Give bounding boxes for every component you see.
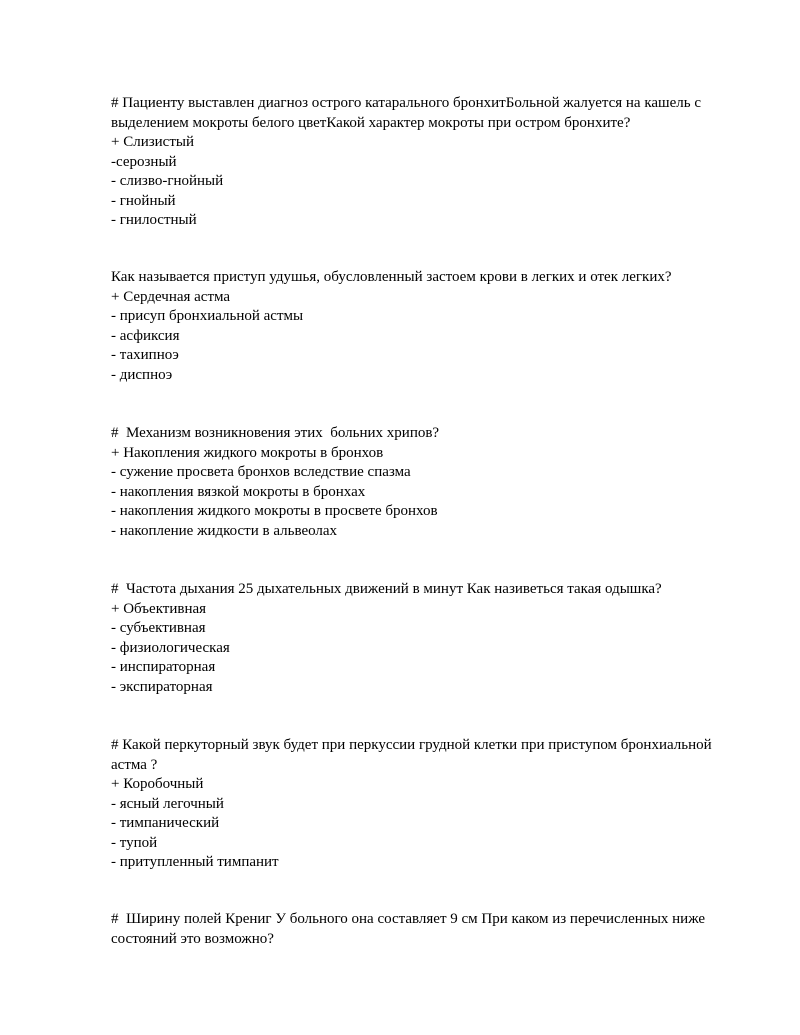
answer-option: - диспноэ: [111, 366, 173, 383]
answer-option: + Накопления жидкого мокроты в бронхов: [111, 444, 384, 461]
question-text: # Какой перкуторный звук будет при перкуссии грудной клетки при приступом бронхиальной астма ?: [111, 737, 716, 773]
question-block: [111, 268, 751, 385]
answer-option: - тахипноэ: [111, 347, 179, 363]
answer-option: + Объективная: [111, 600, 207, 617]
answer-option: + Сердечная астма: [111, 288, 231, 305]
answer-option: + Слизистый: [111, 134, 194, 150]
answer-option: - притупленный тимпанит: [111, 854, 279, 870]
answer-option: - гнойный: [111, 192, 176, 209]
question-text: Как называется приступ удушья, обусловленный застоем крови в легких и отек легких?: [111, 269, 672, 285]
answer-option: - инспираторная: [111, 659, 216, 675]
answer-option: - субъективная: [111, 620, 206, 636]
question-block: [111, 580, 751, 697]
question-text: # Механизм возникновения этих больних хрипов?: [111, 425, 440, 441]
answer-option: - сужение просвета бронхов вследствие спазма: [111, 464, 411, 480]
answer-option: - накопления вязкой мокроты в бронхах: [111, 483, 366, 500]
answer-option: - ясный легочный: [111, 795, 224, 812]
answer-option: - накопление жидкости в альвеолах: [111, 522, 338, 539]
answer-option: - слизво-гнойный: [111, 173, 224, 189]
question-block: [111, 910, 751, 949]
answer-option: - тимпанический: [111, 815, 220, 831]
answer-option: - асфиксия: [111, 327, 180, 344]
question-block: [111, 736, 751, 873]
question-text: # Ширину полей Крениг У больного она составляет 9 см При каком из перечисленных ниже состояний это возможно?: [111, 911, 709, 947]
question-text: # Частота дыхания 25 дыхательных движений в минут Как називеться такая одышка?: [111, 581, 662, 597]
answer-option: -серозный: [111, 153, 177, 170]
answer-option: - присуп бронхиальной астмы: [111, 308, 304, 324]
answer-option: - гнилостный: [111, 212, 197, 228]
answer-option: - накопления жидкого мокроты в просвете бронхов: [111, 503, 438, 519]
answer-option: - тупой: [111, 834, 158, 851]
answer-option: - физиологическая: [111, 639, 230, 656]
question-block: [111, 94, 751, 231]
answer-option: + Коробочный: [111, 776, 204, 792]
question-block: [111, 424, 751, 541]
question-text: # Пациенту выставлен диагноз острого катарального бронхитБольной жалуется на кашель с выделением мокроты белого цветКакой характер мокроты при остром бронхите?: [111, 95, 705, 131]
answer-option: - экспираторная: [111, 678, 213, 695]
